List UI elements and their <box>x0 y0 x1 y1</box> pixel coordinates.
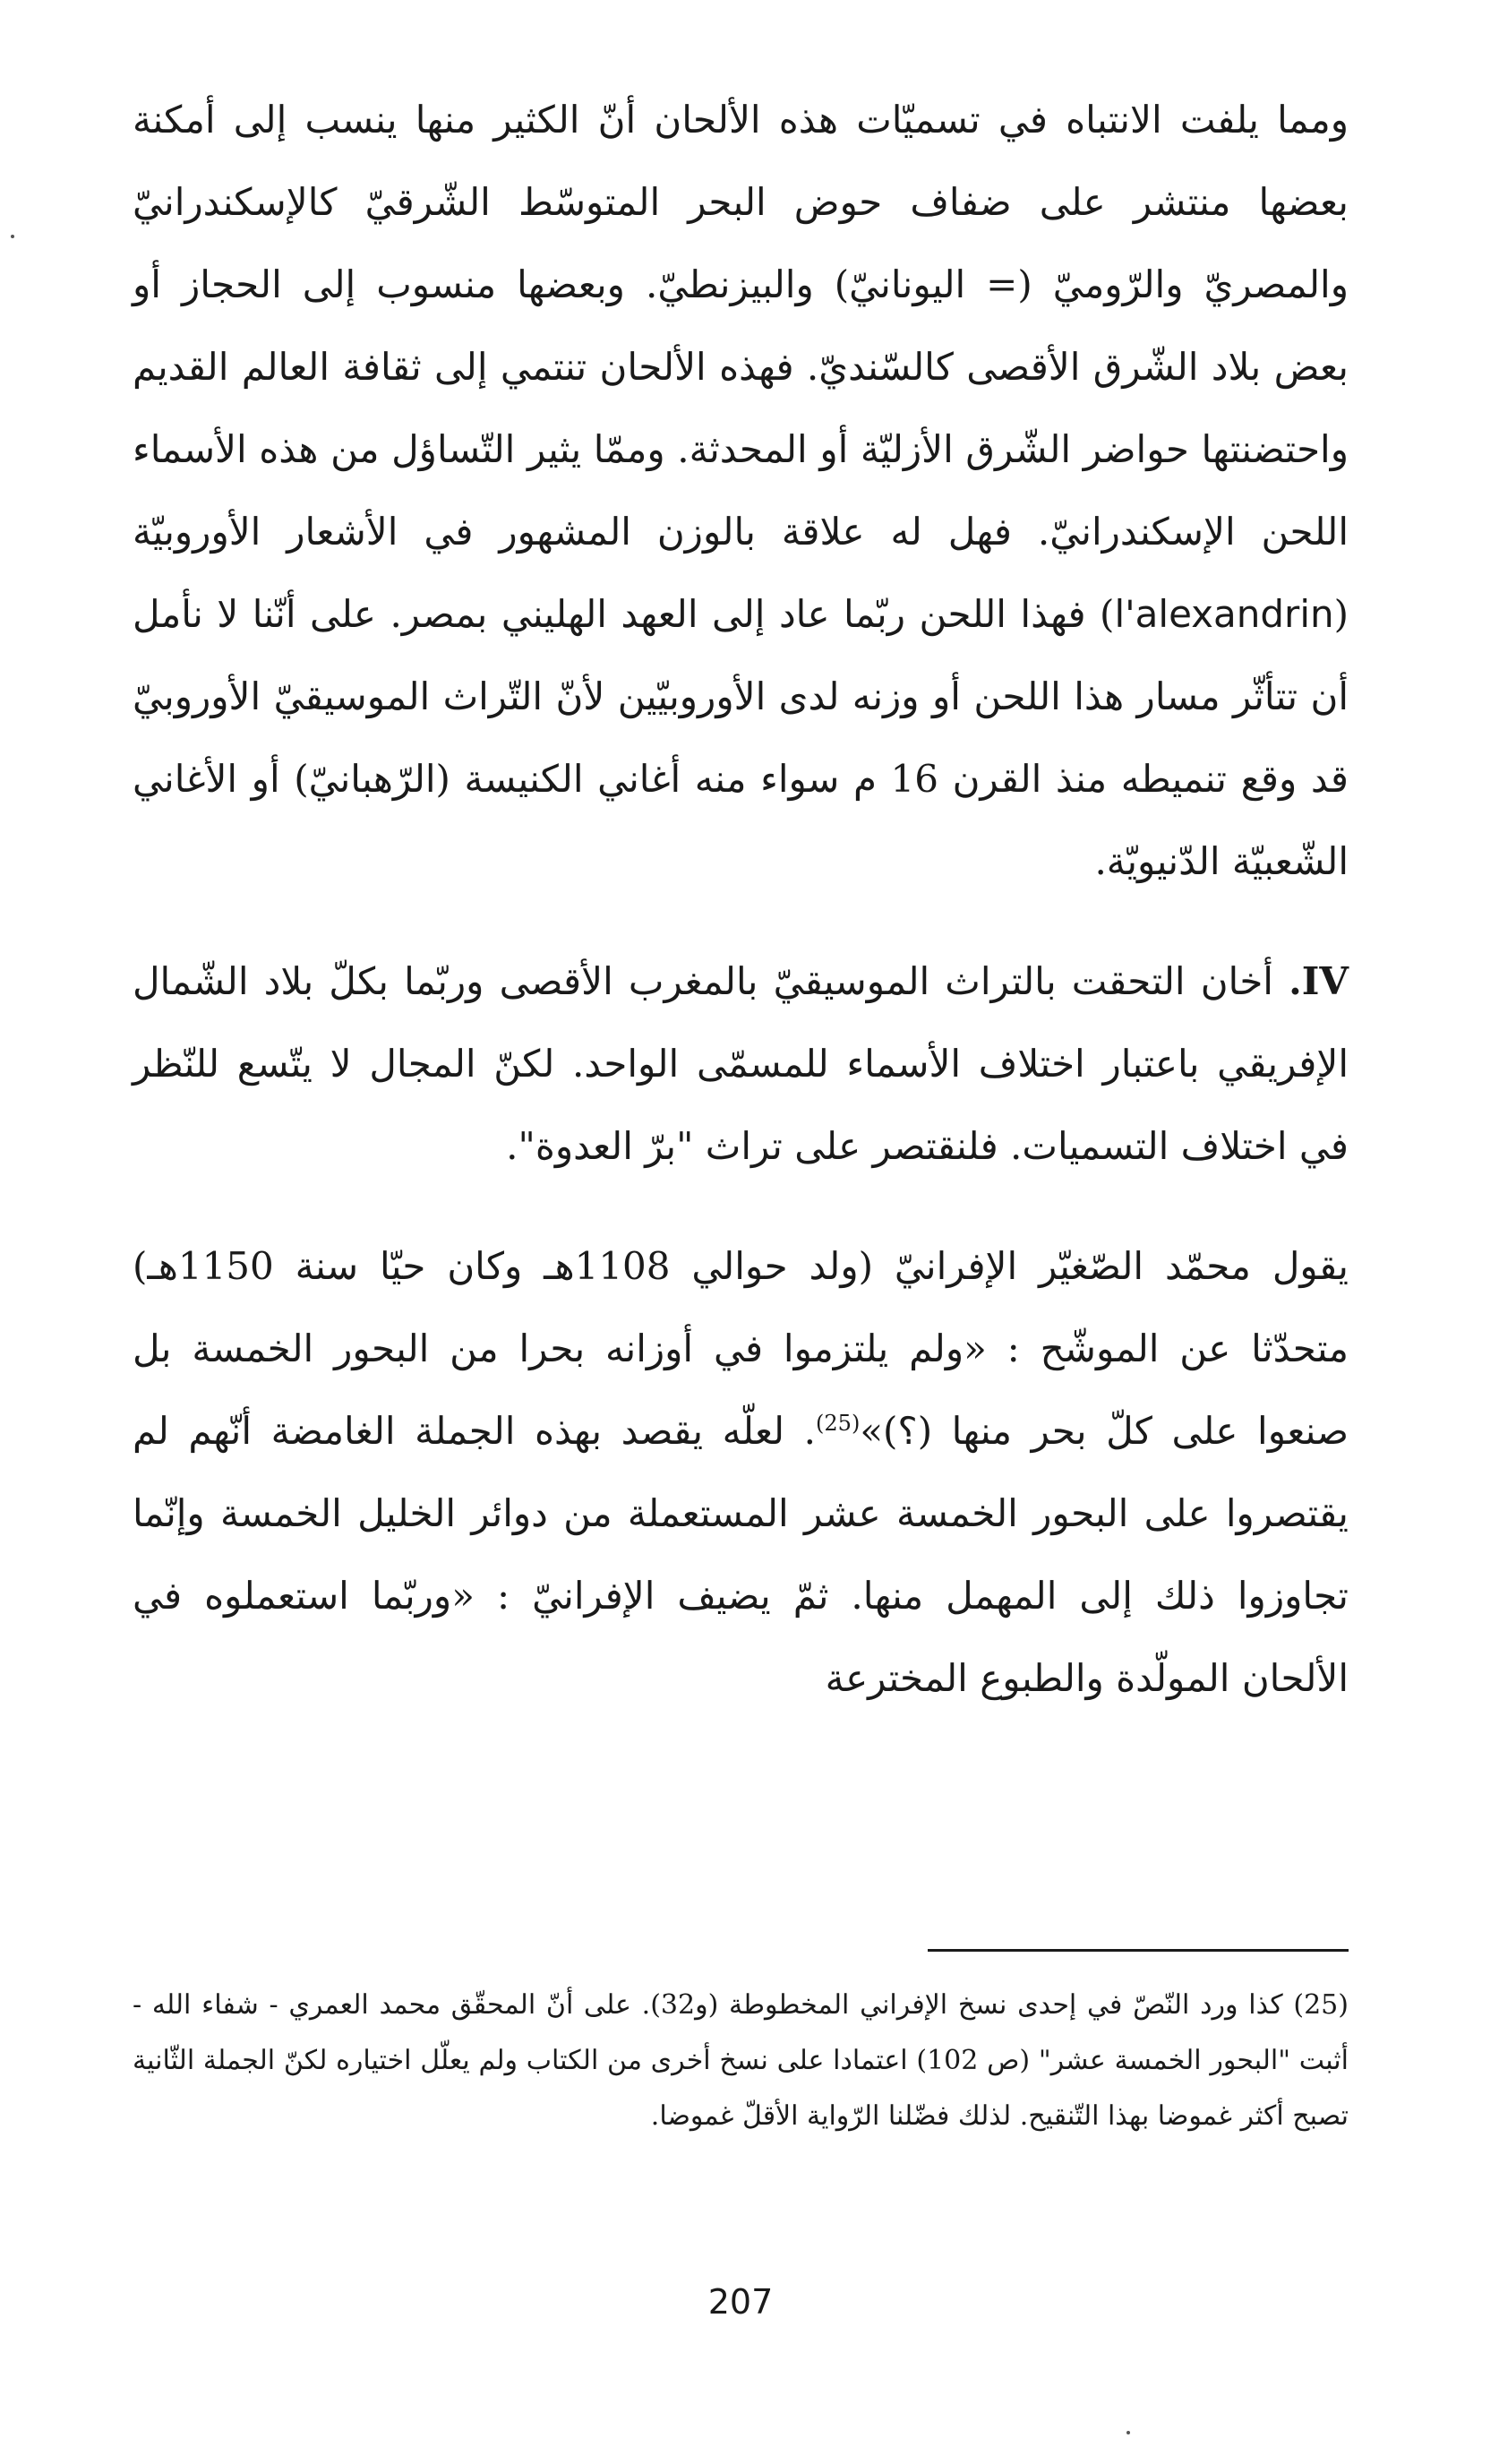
scan-speck <box>1126 2431 1130 2434</box>
footnote-divider <box>928 1949 1349 1952</box>
page-number: 207 <box>707 2282 774 2322</box>
paragraph-3 <box>133 1225 1349 1720</box>
paragraph-3-text: يقول محمّد الصّغيّر الإفرانيّ (ولد حوالي 1108هـ وكان حيّا سنة 1150هـ) متحدّثا عن الموشّح : «ولم يلتزموا في أوزانه بحرا من البحور الخمسة بل صنعوا على كلّ بحر منها (؟)» <box>133 1244 1349 1453</box>
paragraph-2-number: IV. <box>1289 959 1349 1003</box>
book-page <box>133 79 1349 2390</box>
paragraph-1-text: ومما يلفت الانتباه في تسميّات هذه الألحان أنّ الكثير منها ينسب إلى أمكنة بعضها منتشر على ضفاف حوض البحر المتوسّط الشّرقيّ كالإسكندرانيّ والمصريّ والرّوميّ (= اليونانيّ) والبيزنطيّ. وبعضها منسوب إلى الحجاز أو بعض بلاد الشّرق الأقصى كالسّنديّ. فهذه الألحان تنتمي إلى ثقافة العالم القديم واحتضنتها حواضر الشّرق الأزليّة أو المحدثة. وممّا يثير التّساؤل من هذه الأسماء اللحن الإسكندرانيّ. فهل له علاقة بالوزن المشهور في الأشعار الأوروبيّة ( <box>133 98 1349 636</box>
body-text <box>133 79 1349 1720</box>
paragraph-1-latin-term: l'alexandrin <box>1114 592 1334 636</box>
footnote: (25) كذا ورد النّصّ في إحدى نسخ الإفراني المخطوطة (و32). على أنّ المحقّق محمد العمري - شفاء الله - أثبت "البحور الخمسة عشر" (ص 102) اعتمادا على نسخ أخرى من الكتاب ولم يعلّل اختياره لكنّ الجملة الثّانية تصبح أكثر غموضا بهذا التّنقيح. لذلك فضّلنا الرّواية الأقلّ غموضا. <box>133 1989 1349 2132</box>
paragraph-1 <box>133 79 1349 903</box>
paragraph-2 <box>133 940 1349 1188</box>
scan-speck <box>11 235 14 238</box>
footnote-reference[interactable]: (25) <box>816 1411 861 1436</box>
paragraph-2-text: أخان التحقت بالتراث الموسيقيّ بالمغرب الأقصى وربّما بكلّ بلاد الشّمال الإفريقي باعتبار اختلاف الأسماء للمسمّى الواحد. لكنّ المجال لا يتّسع للنّظر في اختلاف التسميات. فلنقتصر على تراث "برّ العدوة". <box>133 959 1349 1168</box>
paragraph-1-text-after: ) فهذا اللحن ربّما عاد إلى العهد الهليني بمصر. على أنّنا لا نأمل أن تتأثّر مسار هذا اللحن أو وزنه لدى الأوروبيّين لأنّ التّراث الموسيقيّ الأوروبيّ قد وقع تنميطه منذ القرن 16 م سواء منه أغاني الكنيسة (الرّهبانيّ) أو الأغاني الشّعبيّة الدّنيويّة. <box>133 592 1349 883</box>
paragraph-3-text-after: . لعلّه يقصد بهذه الجملة الغامضة أنّهم لم يقتصروا على البحور الخمسة عشر المستعملة من دوائر الخليل الخمسة وإنّما تجاوزوا ذلك إلى المهمل منها. ثمّ يضيف الإفرانيّ : «وربّما استعملوه في الألحان المولّدة والطبوع المخترعة <box>133 1409 1349 1700</box>
